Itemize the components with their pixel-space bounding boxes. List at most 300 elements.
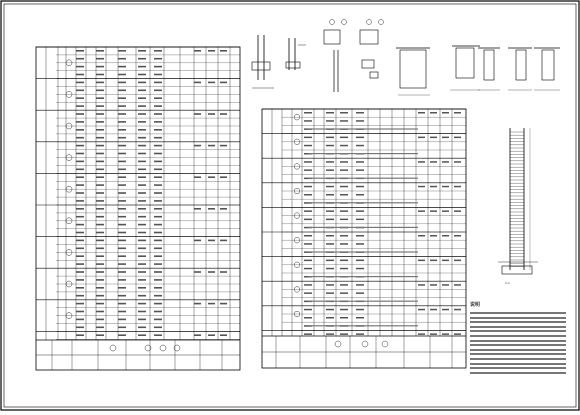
cell-text-mark (326, 243, 334, 245)
cell-text-mark (454, 333, 461, 335)
cell-text-mark (138, 200, 146, 202)
footer-circle (362, 341, 368, 347)
cell-text-mark (304, 284, 312, 286)
cell-text-mark (96, 58, 104, 60)
long-note-mark (308, 227, 418, 228)
cell-text-mark (208, 176, 215, 178)
cell-text-mark (430, 112, 437, 114)
cell-text-mark (154, 121, 162, 123)
beam-section (400, 50, 426, 88)
cell-text-mark (356, 260, 364, 262)
cell-text-mark (96, 90, 104, 92)
cell-text-mark (454, 210, 461, 212)
cell-text-mark (356, 210, 364, 212)
cell-text-mark (356, 268, 364, 270)
cell-text-mark (154, 303, 162, 305)
cell-text-mark (442, 260, 449, 262)
cell-text-mark (220, 334, 227, 336)
long-note-mark (308, 325, 418, 326)
cell-text-mark (76, 271, 84, 273)
cell-text-mark (418, 284, 425, 286)
cell-text-mark (138, 121, 146, 123)
cell-text-mark (154, 232, 162, 234)
cell-text-mark (220, 50, 227, 52)
cell-text-mark (76, 74, 84, 76)
cell-text-mark (442, 210, 449, 212)
cell-text-mark (418, 210, 425, 212)
cell-text-mark (356, 219, 364, 221)
cell-text-mark (154, 200, 162, 202)
cell-text-mark (76, 137, 84, 139)
cell-text-mark (326, 169, 334, 171)
cell-text-mark (96, 271, 104, 273)
cell-text-mark (138, 192, 146, 194)
cell-text-mark (96, 232, 104, 234)
cell-text-mark (326, 235, 334, 237)
cell-text-mark (304, 292, 312, 294)
cell-text-mark (208, 50, 215, 52)
cell-text-mark (96, 248, 104, 250)
cell-text-mark (96, 105, 104, 107)
cell-text-mark (326, 309, 334, 311)
cell-text-mark (154, 113, 162, 115)
cell-text-mark (118, 271, 126, 273)
cell-text-mark (96, 334, 104, 336)
section-details-row (252, 20, 560, 96)
cell-text-mark (118, 97, 126, 99)
cell-text-mark (138, 153, 146, 155)
cell-text-mark (220, 240, 227, 242)
cell-text-mark (96, 263, 104, 265)
table-outline (262, 109, 466, 368)
cell-text-mark (154, 295, 162, 297)
cell-text-mark (442, 161, 449, 163)
cell-text-mark (118, 311, 126, 313)
cell-text-mark (76, 224, 84, 226)
footer-circle (335, 341, 341, 347)
cell-text-mark (454, 186, 461, 188)
long-note-mark (308, 153, 418, 154)
cell-text-mark (138, 287, 146, 289)
notes-line (470, 353, 566, 355)
cell-text-mark (208, 145, 215, 147)
cell-text-mark (304, 333, 312, 335)
cell-text-mark (76, 58, 84, 60)
cell-text-mark (138, 82, 146, 84)
cell-text-mark (76, 184, 84, 186)
cell-text-mark (326, 186, 334, 188)
cell-text-mark (76, 208, 84, 210)
notes-line (470, 372, 566, 374)
cell-text-mark (154, 263, 162, 265)
cell-text-mark (326, 284, 334, 286)
cell-text-mark (154, 129, 162, 131)
cell-text-mark (118, 303, 126, 305)
long-note-mark (308, 178, 418, 179)
cell-text-mark (76, 66, 84, 68)
cell-text-mark (76, 82, 84, 84)
cell-text-mark (442, 112, 449, 114)
cell-text-mark (118, 184, 126, 186)
cell-text-mark (356, 333, 364, 335)
cell-text-mark (138, 232, 146, 234)
cell-text-mark (154, 216, 162, 218)
detail-footing (286, 62, 300, 68)
cell-text-mark (418, 333, 425, 335)
cell-text-mark (76, 129, 84, 131)
detail-block (362, 60, 374, 68)
cell-text-mark (154, 327, 162, 329)
cell-text-mark (118, 161, 126, 163)
cell-text-mark (326, 292, 334, 294)
cell-text-mark (442, 309, 449, 311)
cell-text-mark (340, 333, 348, 335)
cell-text-mark (340, 219, 348, 221)
cell-text-mark (118, 295, 126, 297)
cell-text-mark (304, 112, 312, 114)
cell-text-mark (118, 129, 126, 131)
cell-text-mark (154, 248, 162, 250)
cell-text-mark (430, 235, 437, 237)
cell-text-mark (194, 50, 201, 52)
cell-text-mark (154, 90, 162, 92)
cell-text-mark (304, 194, 312, 196)
cell-text-mark (442, 235, 449, 237)
cell-text-mark (430, 186, 437, 188)
notes-line (470, 367, 566, 369)
cell-text-mark (138, 66, 146, 68)
detail-block (370, 72, 378, 78)
cell-text-mark (76, 327, 84, 329)
cell-text-mark (356, 235, 364, 237)
cell-text-mark (96, 319, 104, 321)
cell-text-mark (118, 113, 126, 115)
cell-text-mark (96, 176, 104, 178)
cell-text-mark (118, 82, 126, 84)
cell-text-mark (138, 248, 146, 250)
cell-text-mark (76, 216, 84, 218)
footer-circle (382, 341, 388, 347)
cell-text-mark (76, 192, 84, 194)
cell-text-mark (154, 224, 162, 226)
cell-text-mark (96, 208, 104, 210)
long-note-mark (308, 251, 418, 252)
cell-text-mark (454, 112, 461, 114)
cell-text-mark (138, 240, 146, 242)
cell-text-mark (326, 317, 334, 319)
cell-text-mark (154, 208, 162, 210)
cell-text-mark (154, 311, 162, 313)
cell-text-mark (96, 137, 104, 139)
cell-text-mark (138, 295, 146, 297)
cell-text-mark (154, 58, 162, 60)
cell-text-mark (356, 194, 364, 196)
cell-text-mark (118, 216, 126, 218)
cell-text-mark (76, 176, 84, 178)
cell-text-mark (76, 311, 84, 313)
cell-text-mark (208, 271, 215, 273)
cell-text-mark (138, 311, 146, 313)
cell-text-mark (418, 112, 425, 114)
cell-text-mark (96, 121, 104, 123)
cell-text-mark (340, 210, 348, 212)
detail-marker-circle (379, 20, 384, 25)
cell-text-mark (430, 309, 437, 311)
cell-text-mark (356, 292, 364, 294)
cell-text-mark (118, 176, 126, 178)
cell-text-mark (442, 186, 449, 188)
cell-text-mark (430, 137, 437, 139)
cell-text-mark (326, 145, 334, 147)
cell-text-mark (118, 153, 126, 155)
notes-line (470, 349, 566, 351)
column-cross-section (360, 30, 378, 44)
cell-text-mark (76, 90, 84, 92)
cell-text-mark (326, 161, 334, 163)
cell-text-mark (194, 208, 201, 210)
cell-text-mark (154, 271, 162, 273)
beam-section (516, 50, 526, 80)
cell-text-mark (96, 240, 104, 242)
cell-text-mark (76, 161, 84, 163)
cell-text-mark (96, 200, 104, 202)
cell-text-mark (340, 309, 348, 311)
cell-text-mark (154, 97, 162, 99)
cell-text-mark (340, 292, 348, 294)
cell-text-mark (154, 66, 162, 68)
cell-text-mark (340, 284, 348, 286)
cell-text-mark (442, 137, 449, 139)
cell-text-mark (194, 303, 201, 305)
cell-text-mark (194, 176, 201, 178)
cell-text-mark (138, 97, 146, 99)
long-note-mark (308, 202, 418, 203)
cell-text-mark (418, 137, 425, 139)
cell-text-mark (96, 295, 104, 297)
cell-text-mark (138, 137, 146, 139)
cell-text-mark (418, 260, 425, 262)
long-note-mark (308, 128, 418, 129)
notes-line (470, 317, 566, 319)
cell-text-mark (340, 243, 348, 245)
cell-text-mark (326, 268, 334, 270)
cell-text-mark (118, 232, 126, 234)
notes-line (470, 344, 566, 346)
cell-text-mark (138, 327, 146, 329)
cell-text-mark (340, 120, 348, 122)
cell-text-mark (118, 327, 126, 329)
detail-footing (252, 62, 270, 70)
cell-text-mark (208, 208, 215, 210)
cell-text-mark (154, 176, 162, 178)
cell-text-mark (96, 169, 104, 171)
cell-text-mark (326, 260, 334, 262)
cell-text-mark (76, 105, 84, 107)
cell-text-mark (356, 112, 364, 114)
cell-text-mark (418, 161, 425, 163)
cell-text-mark (138, 176, 146, 178)
detail-marker-circle (330, 20, 335, 25)
cell-text-mark (96, 216, 104, 218)
cell-text-mark (76, 319, 84, 321)
cell-text-mark (138, 58, 146, 60)
cell-text-mark (118, 90, 126, 92)
cell-text-mark (76, 303, 84, 305)
beam-section (542, 50, 554, 80)
cell-text-mark (154, 105, 162, 107)
column-cross-section (324, 30, 340, 44)
cell-text-mark (154, 334, 162, 336)
cell-text-mark (208, 334, 215, 336)
cell-text-mark (138, 216, 146, 218)
cell-text-mark (118, 192, 126, 194)
cell-text-mark (356, 243, 364, 245)
cell-text-mark (208, 113, 215, 115)
cell-text-mark (118, 319, 126, 321)
notes-line (470, 358, 566, 360)
cell-text-mark (96, 279, 104, 281)
cell-text-mark (96, 97, 104, 99)
cell-text-mark (96, 287, 104, 289)
cell-text-mark (356, 317, 364, 319)
cell-text-mark (304, 137, 312, 139)
footer-circle (110, 345, 116, 351)
cell-text-mark (154, 279, 162, 281)
cell-text-mark (154, 240, 162, 242)
cell-text-mark (154, 161, 162, 163)
cell-text-mark (76, 113, 84, 115)
cell-text-mark (154, 192, 162, 194)
cell-text-mark (340, 268, 348, 270)
cell-text-mark (76, 232, 84, 234)
cell-text-mark (326, 333, 334, 335)
cell-text-mark (154, 137, 162, 139)
detail-marker-circle (367, 20, 372, 25)
cell-text-mark (194, 145, 201, 147)
cell-text-mark (96, 74, 104, 76)
cell-text-mark (454, 235, 461, 237)
cell-text-mark (138, 184, 146, 186)
notes-line (470, 321, 566, 323)
cell-text-mark (138, 279, 146, 281)
cell-text-mark (138, 208, 146, 210)
cell-text-mark (418, 235, 425, 237)
cell-text-mark (154, 50, 162, 52)
cell-text-mark (96, 82, 104, 84)
cell-text-mark (430, 284, 437, 286)
cell-text-mark (304, 219, 312, 221)
cell-text-mark (304, 317, 312, 319)
cell-text-mark (304, 161, 312, 163)
cell-text-mark (138, 113, 146, 115)
cell-text-mark (76, 295, 84, 297)
cell-text-mark (304, 268, 312, 270)
cell-text-mark (304, 169, 312, 171)
cell-text-mark (356, 284, 364, 286)
cell-text-mark (430, 210, 437, 212)
detail-marker-circle (342, 20, 347, 25)
cell-text-mark (76, 240, 84, 242)
cell-text-mark (118, 279, 126, 281)
cell-text-mark (304, 210, 312, 212)
cell-text-mark (76, 97, 84, 99)
cell-text-mark (418, 186, 425, 188)
cell-text-mark (340, 260, 348, 262)
cell-text-mark (454, 260, 461, 262)
cell-text-mark (304, 260, 312, 262)
cell-text-mark (96, 224, 104, 226)
cell-text-mark (76, 248, 84, 250)
cell-text-mark (220, 176, 227, 178)
cell-text-mark (138, 50, 146, 52)
notes-line (470, 326, 566, 328)
notes-line (470, 312, 566, 314)
cell-text-mark (430, 260, 437, 262)
cell-text-mark (340, 235, 348, 237)
cell-text-mark (154, 145, 162, 147)
beam-section (456, 48, 474, 78)
cell-text-mark (96, 255, 104, 257)
cell-text-mark (118, 255, 126, 257)
cell-text-mark (96, 50, 104, 52)
cell-text-mark (138, 74, 146, 76)
cell-text-mark (96, 153, 104, 155)
cell-text-mark (454, 309, 461, 311)
cell-text-mark (304, 235, 312, 237)
cell-text-mark (154, 255, 162, 257)
cell-text-mark (138, 169, 146, 171)
cell-text-mark (220, 271, 227, 273)
cell-text-mark (96, 192, 104, 194)
cell-text-mark (138, 334, 146, 336)
cell-text-mark (138, 263, 146, 265)
cell-text-mark (304, 243, 312, 245)
cell-text-mark (194, 334, 201, 336)
cell-text-mark (326, 210, 334, 212)
cell-text-mark (96, 311, 104, 313)
cell-text-mark (340, 137, 348, 139)
cell-text-mark (356, 309, 364, 311)
cell-text-mark (96, 145, 104, 147)
cell-text-mark (96, 161, 104, 163)
cell-text-mark (454, 137, 461, 139)
cell-text-mark (96, 327, 104, 329)
cell-text-mark (418, 309, 425, 311)
cell-text-mark (118, 224, 126, 226)
cell-text-mark (138, 255, 146, 257)
cell-text-mark (220, 113, 227, 115)
cell-text-mark (96, 303, 104, 305)
notes-line (470, 335, 566, 337)
cell-text-mark (194, 82, 201, 84)
long-note-mark (308, 301, 418, 302)
cell-text-mark (76, 279, 84, 281)
cell-text-mark (154, 319, 162, 321)
cell-text-mark (454, 161, 461, 163)
right-rebar-schedule-table (262, 109, 466, 368)
cell-text-mark (454, 284, 461, 286)
cell-text-mark (356, 161, 364, 163)
cell-text-mark (340, 161, 348, 163)
cell-text-mark (76, 145, 84, 147)
cell-text-mark (138, 224, 146, 226)
cell-text-mark (356, 169, 364, 171)
cell-text-mark (326, 219, 334, 221)
cell-text-mark (194, 113, 201, 115)
beam-section (484, 50, 494, 80)
left-rebar-schedule-table (36, 47, 240, 370)
cell-text-mark (208, 240, 215, 242)
